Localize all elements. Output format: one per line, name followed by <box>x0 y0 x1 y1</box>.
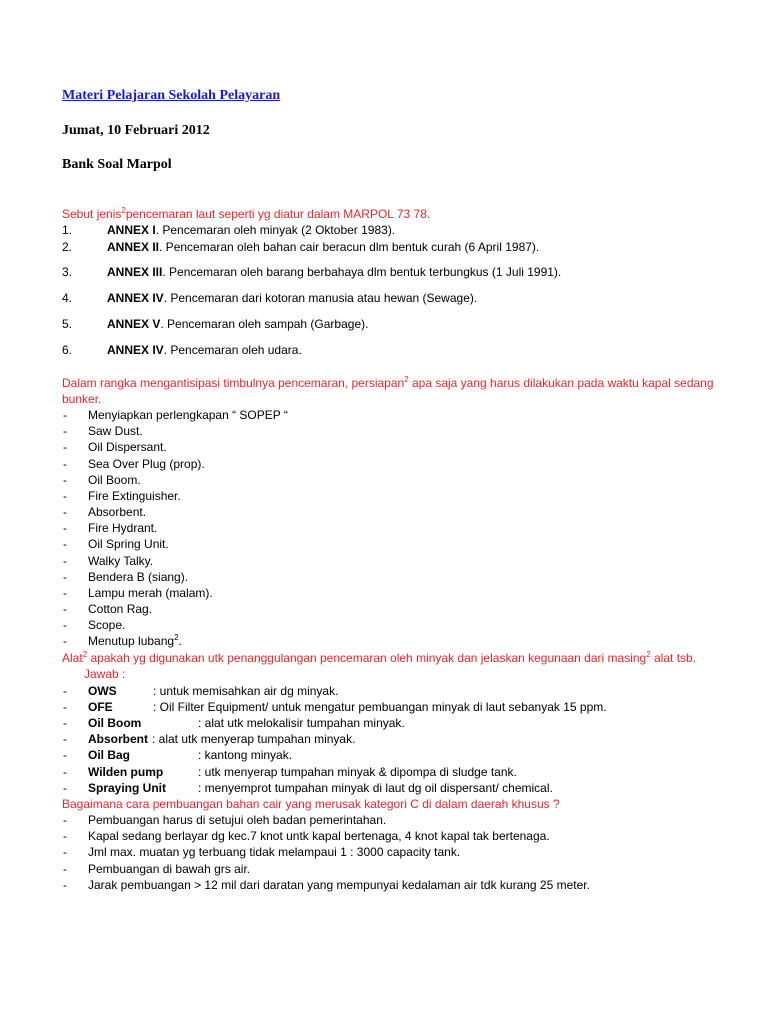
list-item: Scope. <box>88 618 126 632</box>
list-bullet: - <box>63 813 67 827</box>
annex-item: ANNEX I. Pencemaran oleh minyak (2 Oktober 1983). <box>107 223 396 237</box>
list-bullet: - <box>63 829 67 843</box>
post-title: Bank Soal Marpol <box>62 157 172 172</box>
list-item: Walky Talky. <box>88 554 154 568</box>
list-bullet: - <box>63 424 67 438</box>
equipment-term: Oil Boom <box>88 716 142 730</box>
equipment-definition: : untuk memisahkan air dg minyak. <box>153 684 339 698</box>
list-bullet: - <box>63 878 67 892</box>
annex-number: 6. <box>62 343 73 357</box>
question-4: Bagaimana cara pembuangan bahan cair yang merusak kategori C di dalam daerah khusus ? <box>62 797 560 811</box>
equipment-definition: : utk menyerap tumpahan minyak & dipompa di sludge tank. <box>198 765 517 779</box>
annex-item: ANNEX III. Pencemaran oleh barang berbahaya dlm bentuk terbungkus (1 Juli 1991). <box>107 265 562 279</box>
list-bullet: - <box>63 586 67 600</box>
list-bullet: - <box>63 862 67 876</box>
list-item: Absorbent. <box>88 505 147 519</box>
question-2-continued: bunker. <box>62 392 102 406</box>
annex-item: ANNEX IV. Pencemaran dari kotoran manusia atau hewan (Sewage). <box>107 291 478 305</box>
equipment-definition: : kantong minyak. <box>198 748 293 762</box>
list-bullet: - <box>63 554 67 568</box>
list-item: Oil Spring Unit. <box>88 537 169 551</box>
equipment-term: OFE <box>88 700 113 714</box>
question-1: Sebut jenis$^2$pencemaran laut seperti yg diatur dalam MARPOL 73 78. <box>62 206 431 221</box>
equipment-term: Spraying Unit <box>88 781 167 795</box>
question-3: Alat$^2$ apakah yg digunakan utk penanggulangan pencemaran oleh minyak dan jelaskan kegunaan dari masing$^2$ alat tsb. <box>62 650 697 665</box>
list-item: Pembuangan harus di setujui oleh badan pemerintahan. <box>88 813 387 827</box>
annex-number: 3. <box>62 265 73 279</box>
list-bullet: - <box>63 457 67 471</box>
list-bullet: - <box>63 618 67 632</box>
list-bullet: - <box>63 537 67 551</box>
list-bullet: - <box>63 765 67 779</box>
annex-item: ANNEX II. Pencemaran oleh bahan cair beracun dlm bentuk curah (6 April 1987). <box>107 240 540 254</box>
list-item: Jml max. muatan yg terbuang tidak melampaui 1 : 3000 capacity tank. <box>88 845 461 859</box>
post-date: Jumat, 10 Februari 2012 <box>62 123 210 138</box>
list-item: Lampu merah (malam). <box>88 586 213 600</box>
list-item: Menyiapkan perlengkapan “ SOPEP “ <box>88 408 288 422</box>
list-bullet: - <box>63 781 67 795</box>
blog-title-link[interactable]: Materi Pelajaran Sekolah Pelayaran <box>62 88 281 103</box>
list-item: Bendera B (siang). <box>88 570 189 584</box>
list-item: Oil Boom. <box>88 473 141 487</box>
list-bullet: - <box>63 505 67 519</box>
list-item: Cotton Rag. <box>88 602 153 616</box>
equipment-definition: : alat utk melokalisir tumpahan minyak. <box>198 716 405 730</box>
equipment-term: Oil Bag <box>88 748 131 762</box>
list-bullet: - <box>63 440 67 454</box>
equipment-definition: : Oil Filter Equipment/ untuk mengatur pembuangan minyak di laut sebanyak 15 ppm. <box>153 700 607 714</box>
annex-number: 2. <box>62 240 73 254</box>
list-item: Pembuangan di bawah grs air. <box>88 862 251 876</box>
annex-number: 5. <box>62 317 73 331</box>
list-bullet: - <box>63 473 67 487</box>
annex-number: 1. <box>62 223 73 237</box>
question-2: Dalam rangka mengantisipasi timbulnya pencemaran, persiapan$^2$ apa saja yang harus dilakukan pada waktu kapal sedang <box>62 375 714 390</box>
equipment-term: Wilden pump <box>88 765 164 779</box>
equipment-definition: : alat utk menyerap tumpahan minyak. <box>152 732 356 746</box>
annex-item: ANNEX V. Pencemaran oleh sampah (Garbage). <box>107 317 369 331</box>
list-item: Kapal sedang berlayar dg kec.7 knot untk kapal bertenaga, 4 knot kapal tak bertenaga. <box>88 829 550 843</box>
list-item: Saw Dust. <box>88 424 143 438</box>
list-item: Sea Over Plug (prop). <box>88 457 205 471</box>
list-bullet: - <box>63 570 67 584</box>
equipment-definition: : menyemprot tumpahan minyak di laut dg oil dispersant/ chemical. <box>198 781 553 795</box>
list-bullet: - <box>63 684 67 698</box>
list-item: Oil Dispersant. <box>88 440 167 454</box>
answer-label: Jawab : <box>84 667 126 681</box>
list-item: Fire Extinguisher. <box>88 489 181 503</box>
list-bullet: - <box>63 700 67 714</box>
list-bullet: - <box>63 748 67 762</box>
list-bullet: - <box>63 521 67 535</box>
list-item: Jarak pembuangan > 12 mil dari daratan yang mempunyai kedalaman air tdk kurang 25 meter. <box>88 878 590 892</box>
list-bullet: - <box>63 634 67 648</box>
list-item: Menutup lubang$^2$. <box>88 633 182 648</box>
list-bullet: - <box>63 716 67 730</box>
list-bullet: - <box>63 732 67 746</box>
list-bullet: - <box>63 845 67 859</box>
annex-item: ANNEX IV. Pencemaran oleh udara. <box>107 343 302 357</box>
list-item: Fire Hydrant. <box>88 521 158 535</box>
equipment-term: Absorbent <box>88 732 148 746</box>
list-bullet: - <box>63 602 67 616</box>
equipment-term: OWS <box>88 684 117 698</box>
list-bullet: - <box>63 408 67 422</box>
list-bullet: - <box>63 489 67 503</box>
annex-number: 4. <box>62 291 73 305</box>
